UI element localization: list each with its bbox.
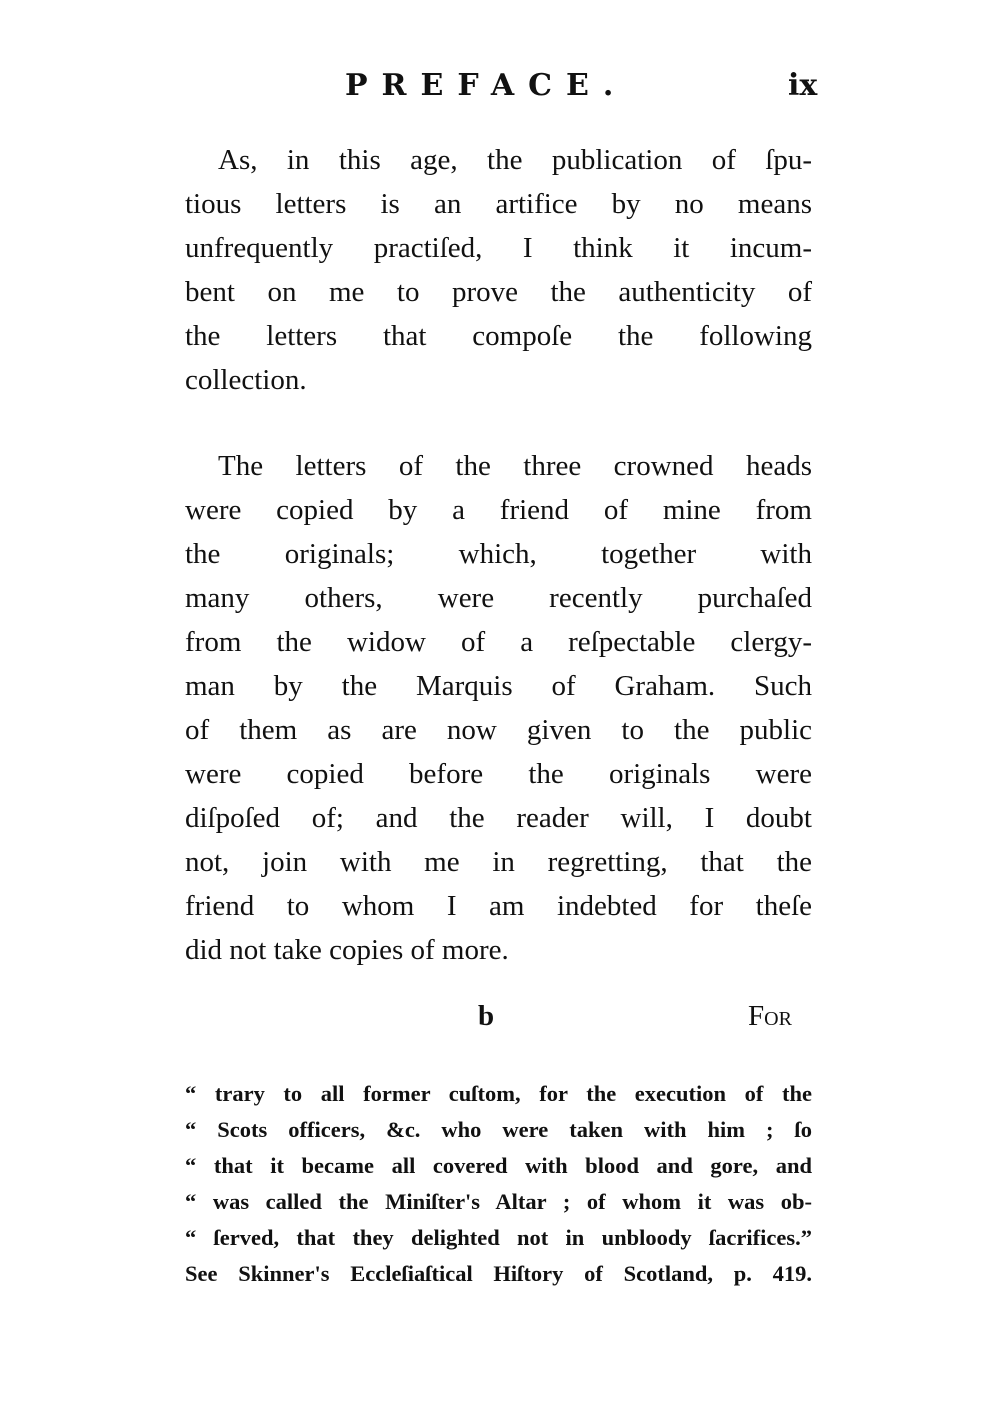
text-line: As, in this age, the publication of ſpu-: [218, 144, 812, 176]
footnote-line: “ Scots officers, &c. who were taken with him ; ſo: [185, 1117, 812, 1142]
text-line: were copied before the originals were: [185, 758, 812, 790]
text-line: unfrequently practiſed, I think it incum-: [185, 232, 812, 264]
text-line: many others, were recently purchaſed: [185, 582, 812, 614]
text-line: the originals; which, together with: [185, 538, 812, 570]
text-line: tious letters is an artifice by no means: [185, 188, 812, 220]
footnote-line: “ ſerved, that they delighted not in unbloody ſacrifices.”: [185, 1225, 812, 1250]
text-line: collection.: [185, 364, 307, 396]
footnote-line: “ was called the Miniſter's Altar ; of whom it was ob-: [185, 1189, 812, 1214]
text-line: of them as are now given to the public: [185, 714, 812, 746]
text-line: the letters that compoſe the following: [185, 320, 812, 352]
text-line: bent on me to prove the authenticity of: [185, 276, 812, 308]
text-line: man by the Marquis of Graham. Such: [185, 670, 812, 702]
footnote-line: “ that it became all covered with blood and gore, and: [185, 1153, 812, 1178]
text-line: were copied by a friend of mine from: [185, 494, 812, 526]
footnote-line: See Skinner's Eccleſiaſtical Hiſtory of Scotland, p. 419.: [185, 1261, 812, 1286]
text-line: did not take copies of more.: [185, 934, 509, 966]
text-line: friend to whom I am indebted for theſe: [185, 890, 812, 922]
text-line: diſpoſed of; and the reader will, I doubt: [185, 802, 812, 834]
page-number: ix: [788, 68, 818, 103]
text-line: The letters of the three crowned heads: [218, 450, 812, 482]
catchword: For: [748, 1000, 792, 1032]
page-title: PREFACE.: [345, 68, 628, 103]
text-line: from the widow of a reſpectable clergy-: [185, 626, 812, 658]
footnote-line: “ trary to all former cuſtom, for the execution of the: [185, 1081, 812, 1106]
signature-mark: b: [478, 1000, 495, 1032]
text-line: not, join with me in regretting, that the: [185, 846, 812, 878]
